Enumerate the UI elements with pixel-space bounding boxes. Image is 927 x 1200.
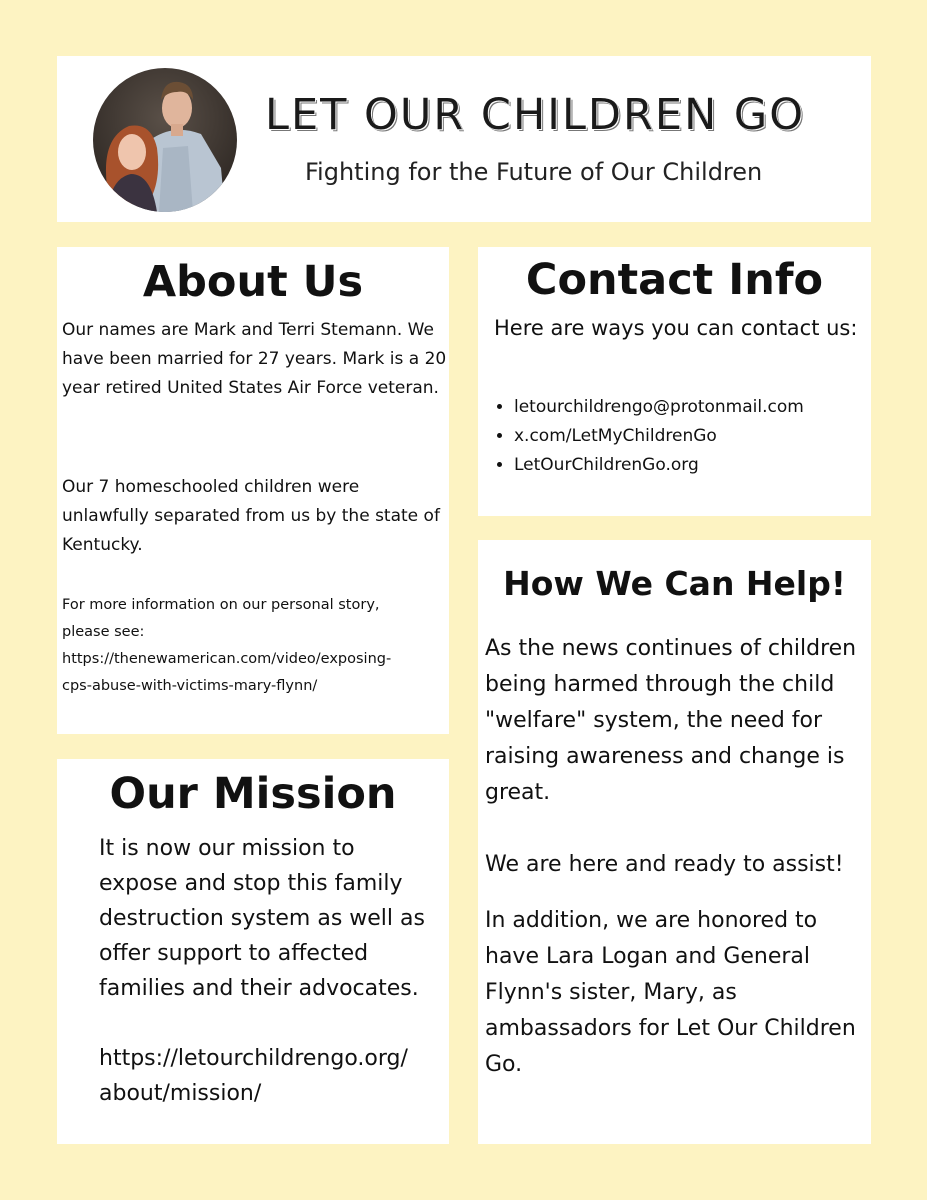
couple-photo — [93, 68, 237, 212]
mission-link[interactable] — [99, 1041, 439, 1111]
contact-intro: Here are ways you can contact us: — [494, 316, 858, 340]
contact-x-profile[interactable]: • x.com/LetMyChildrenGo — [514, 422, 804, 451]
contact-website[interactable]: • LetOurChildrenGo.org — [514, 451, 804, 480]
about-us-heading: About Us — [142, 257, 364, 307]
help-paragraph-2: We are here and ready to assist! — [485, 852, 844, 877]
our-mission-card — [57, 759, 449, 1144]
brand-title: LET OUR CHILDREN GO — [265, 90, 806, 140]
contact-info-heading: Contact Info — [525, 255, 824, 305]
about-more-info — [62, 592, 447, 700]
mission-text: It is now our mission to expose and stop this family destruction system as well as offer support to affected families and their advocates. — [99, 836, 425, 1001]
help-paragraph-1: As the news continues of children being harmed through the child "welfare" system, the need for raising awareness and change is great. — [485, 636, 857, 805]
about-paragraph-1: Our names are Mark and Terri Stemann. We have been married for 27 years. Mark is a 20 year retired United States Air Force veteran. — [62, 320, 447, 398]
how-we-can-help-card — [478, 540, 871, 1144]
story-link-line-2[interactable]: cps-abuse-with-victims-mary-flynn/ — [62, 678, 318, 694]
mission-link-line-1[interactable]: https://letourchildrengo.org/ — [99, 1046, 408, 1071]
brand-tagline: Fighting for the Future of Our Children — [305, 158, 763, 186]
contact-info-card — [478, 247, 871, 516]
our-mission-heading: Our Mission — [109, 769, 397, 819]
about-paragraph-2: Our 7 homeschooled children were unlawfully separated from us by the state of Kentucky. — [62, 477, 440, 555]
contact-list — [494, 393, 804, 480]
story-link-line-1[interactable]: https://thenewamerican.com/video/exposing- — [62, 651, 392, 667]
mission-link-line-2[interactable]: about/mission/ — [99, 1081, 262, 1106]
contact-email[interactable]: • letourchildrengo@protonmail.com — [514, 393, 804, 422]
more-info-line-2: please see: — [62, 624, 145, 640]
help-paragraph-3: In addition, we are honored to have Lara Logan and General Flynn's sister, Mary, as ambassadors for Let Our Children Go. — [485, 908, 856, 1077]
more-info-line-1: For more information on our personal story, — [62, 597, 380, 613]
header-banner — [57, 56, 871, 222]
about-us-card — [57, 247, 449, 734]
help-heading: How We Can Help! — [503, 564, 846, 603]
